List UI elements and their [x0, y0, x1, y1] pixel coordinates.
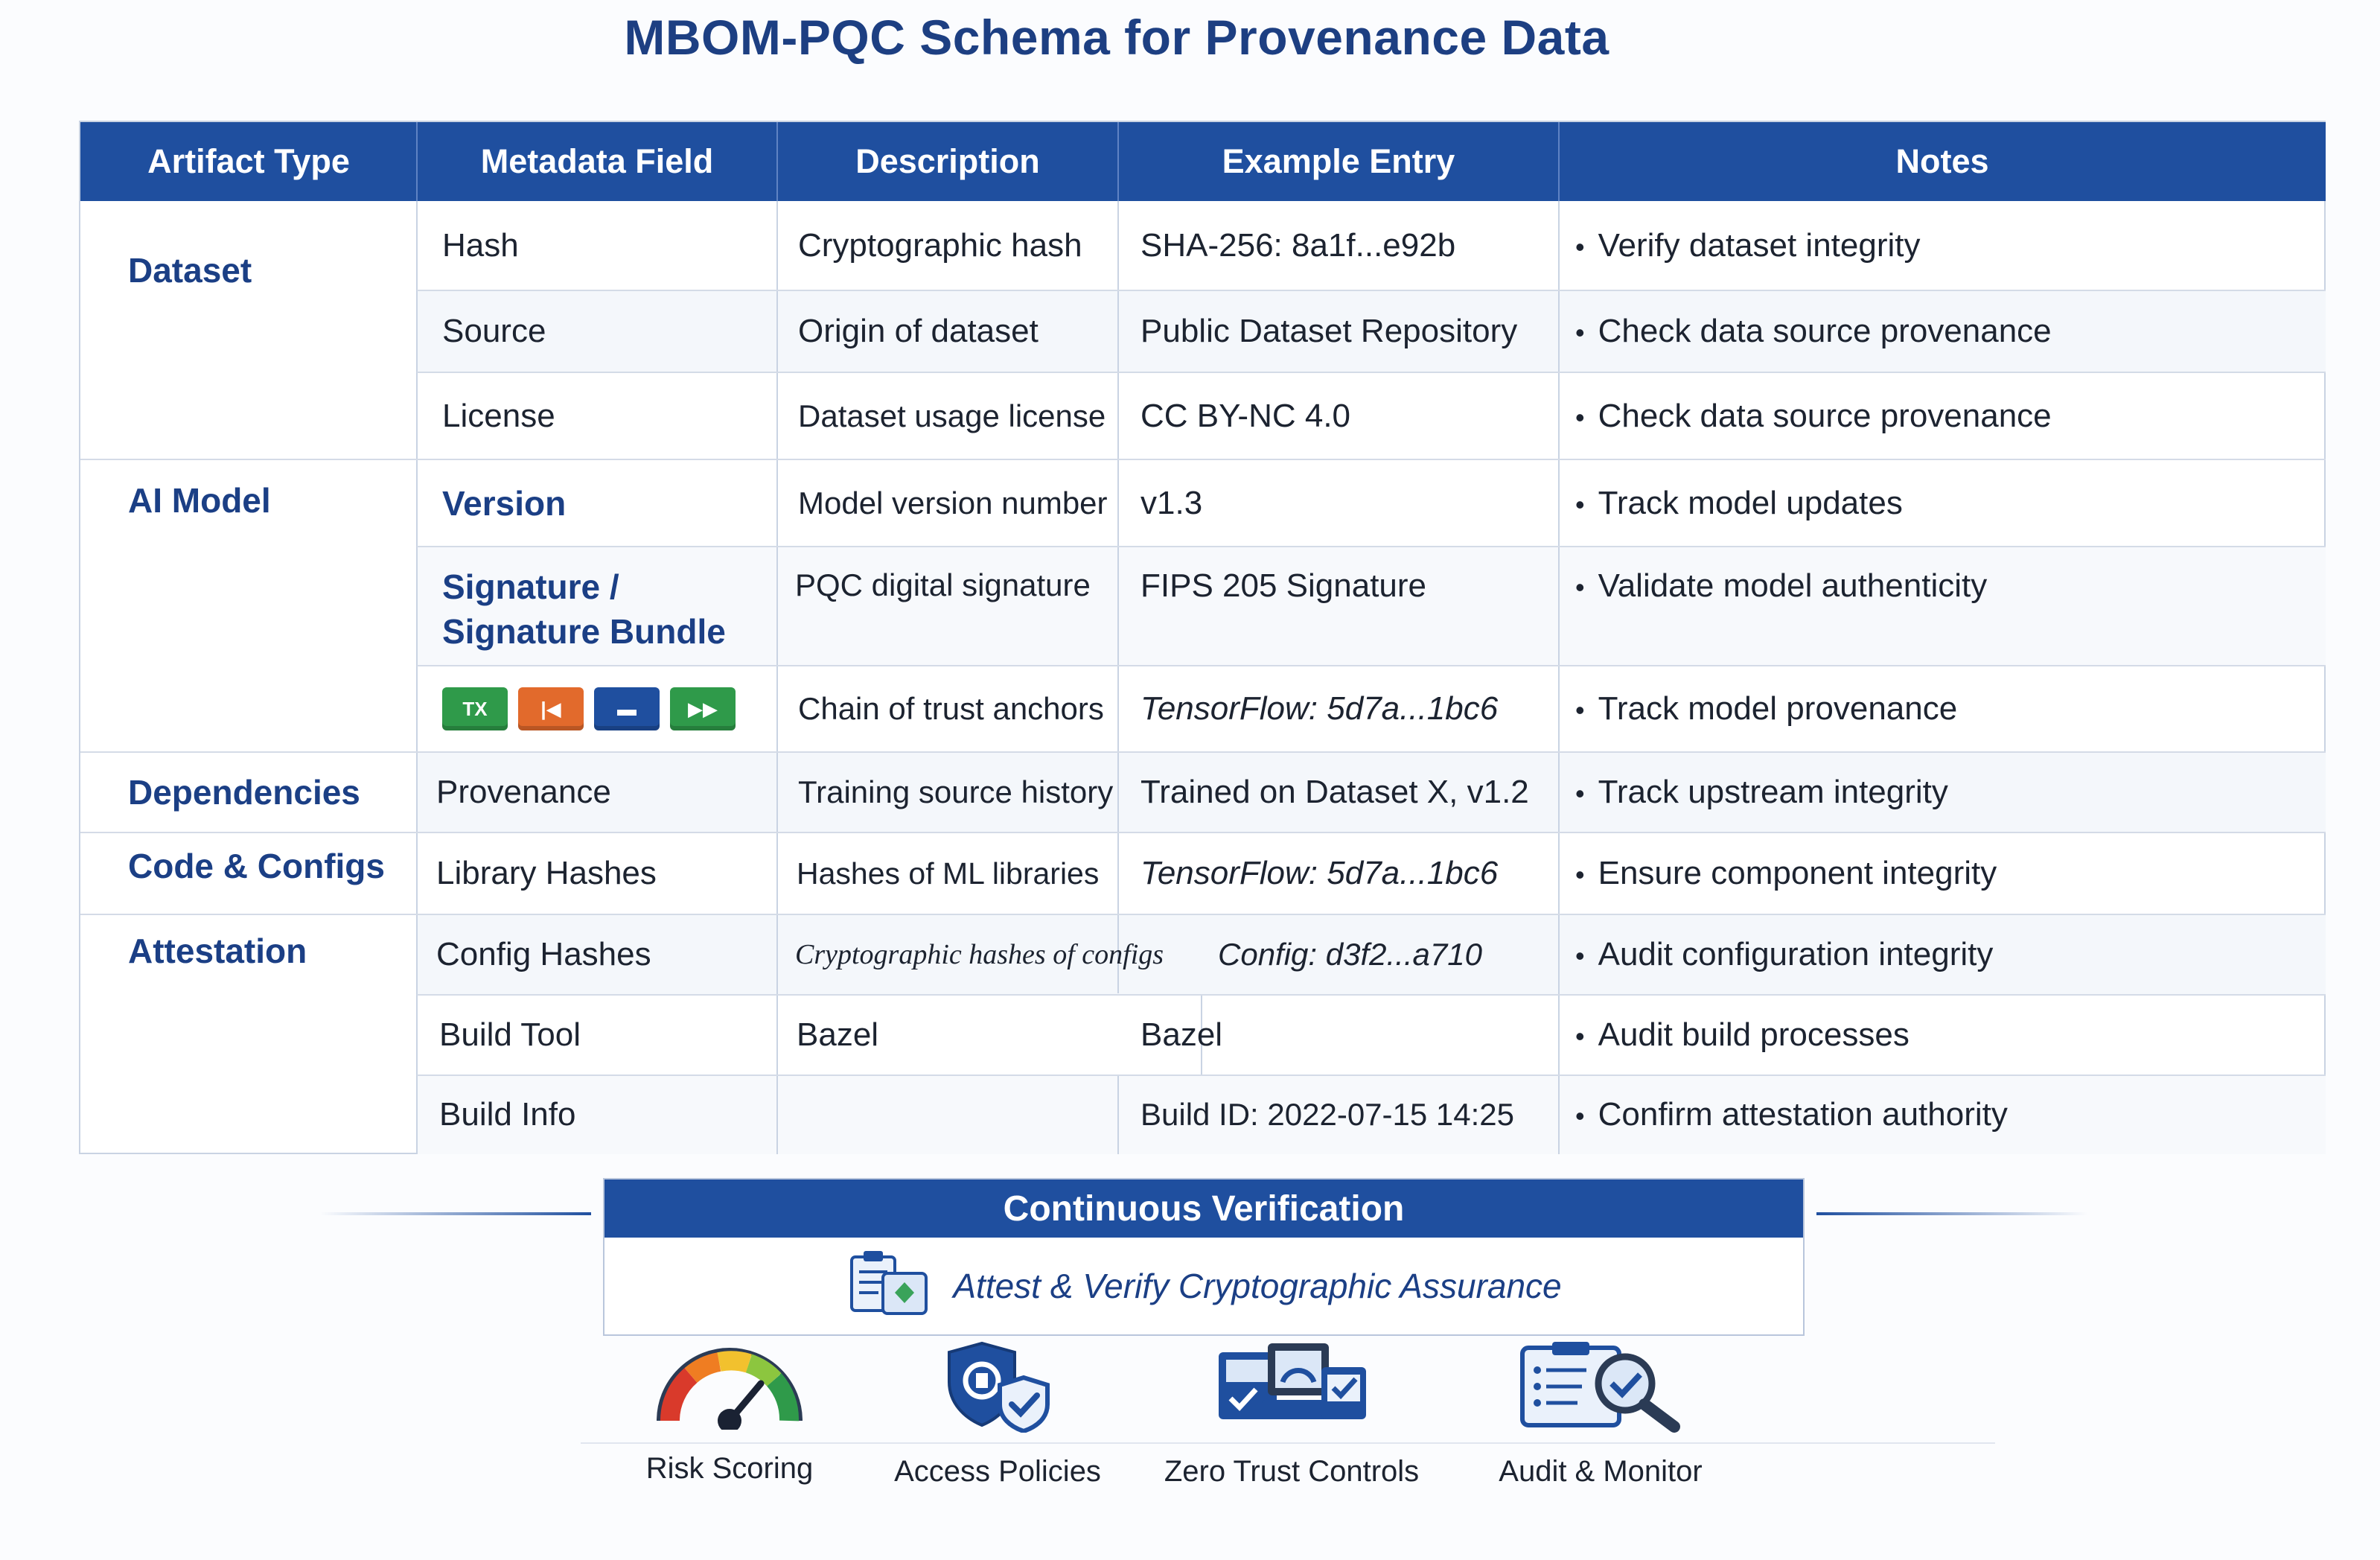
field-version: Version	[442, 483, 567, 523]
example-signature: FIPS 205 Signature	[1140, 567, 1427, 604]
field-signature-bundle: Signature / Signature Bundle	[442, 567, 726, 651]
feature-risk-scoring[interactable]	[588, 1340, 871, 1486]
left-connector-line	[320, 1212, 591, 1215]
note-config-hashes: • Audit configuration integrity	[1559, 914, 2326, 995]
desc-license: Dataset usage license	[798, 398, 1106, 433]
note-hash: • Verify dataset integrity	[1559, 201, 2326, 290]
chip-tx-icon[interactable]: TX	[442, 687, 508, 730]
feature-label: Risk Scoring	[645, 1452, 814, 1485]
field-provenance: Provenance	[436, 774, 611, 810]
header-notes: Notes	[1559, 122, 2326, 201]
note-signature: • Validate model authenticity	[1559, 547, 2326, 666]
header-example-entry: Example Entry	[1118, 122, 1559, 201]
clipboard-check-icon	[846, 1247, 935, 1326]
page-title: MBOM-PQC Schema for Provenance Data	[624, 10, 1609, 65]
note-build-tool: • Audit build processes	[1559, 995, 2326, 1075]
example-chain-of-trust: TensorFlow: 5d7a...1bc6	[1140, 690, 1499, 727]
desc-config-hashes: Cryptographic hashes of configs	[795, 939, 1164, 970]
chip-stop-icon[interactable]: ▬	[594, 687, 660, 730]
desc-signature: PQC digital signature	[795, 567, 1091, 602]
field-license: License	[442, 397, 555, 434]
clipboard-magnifier-icon	[1455, 1340, 1746, 1433]
field-build-tool: Build Tool	[439, 1016, 581, 1053]
desc-build-tool: Bazel	[797, 1016, 879, 1053]
field-config-hashes: Config Hashes	[436, 936, 651, 972]
example-license: CC BY-NC 4.0	[1140, 397, 1351, 434]
desc-provenance: Training source history	[798, 774, 1114, 809]
continuous-verification-panel	[603, 1178, 1805, 1336]
artifact-ai-model: AI Model	[128, 481, 271, 520]
note-source: • Check data source provenance	[1559, 290, 2326, 372]
note-build-info: • Confirm attestation authority	[1559, 1075, 2326, 1154]
example-build-tool: Bazel	[1140, 1016, 1223, 1053]
desc-library-hashes: Hashes of ML libraries	[797, 856, 1100, 891]
field-build-info: Build Info	[439, 1096, 576, 1133]
example-provenance: Trained on Dataset X, v1.2	[1140, 774, 1529, 810]
example-build-info: Build ID: 2022-07-15 14:25	[1140, 1097, 1515, 1132]
field-source: Source	[442, 313, 546, 349]
field-hash: Hash	[442, 227, 519, 264]
chip-fast-forward-icon[interactable]: ▶▶	[670, 687, 736, 730]
trust-chip-row	[417, 666, 777, 752]
feature-label: Zero Trust Controls	[1164, 1455, 1420, 1488]
feature-label: Access Policies	[894, 1455, 1101, 1488]
note-provenance: • Track upstream integrity	[1559, 752, 2326, 832]
desc-build-info	[777, 1075, 1118, 1154]
feature-access-policies[interactable]	[856, 1340, 1139, 1489]
example-hash: SHA-256: 8a1f...e92b	[1140, 227, 1456, 264]
note-version: • Track model updates	[1559, 459, 2326, 547]
example-config-hashes: Config: d3f2...a710	[1218, 937, 1482, 972]
artifact-attestation: Attestation	[128, 932, 307, 970]
header-metadata-field: Metadata Field	[417, 122, 777, 201]
example-library-hashes: TensorFlow: 5d7a...1bc6	[1140, 855, 1499, 891]
verification-subtitle: Attest & Verify Cryptographic Assurance	[953, 1267, 1562, 1305]
artifact-dependencies: Dependencies	[128, 773, 360, 812]
note-chain-of-trust: • Track model provenance	[1559, 666, 2326, 752]
verification-title: Continuous Verification	[604, 1179, 1803, 1238]
desc-source: Origin of dataset	[798, 313, 1039, 349]
desc-version: Model version number	[798, 485, 1108, 520]
desc-chain-of-trust: Chain of trust anchors	[798, 691, 1104, 726]
feature-zero-trust-controls[interactable]	[1146, 1340, 1437, 1489]
feature-label: Audit & Monitor	[1499, 1455, 1703, 1488]
feature-audit-monitor[interactable]	[1455, 1340, 1746, 1489]
chip-skip-back-icon[interactable]: |◀	[518, 687, 584, 730]
header-description: Description	[777, 122, 1118, 201]
desc-hash: Cryptographic hash	[798, 227, 1082, 264]
example-version: v1.3	[1140, 484, 1203, 521]
header-artifact-type: Artifact Type	[80, 122, 417, 201]
shield-check-icon	[856, 1340, 1139, 1433]
note-library-hashes: • Ensure component integrity	[1559, 832, 2326, 914]
gauge-icon	[588, 1340, 871, 1430]
monitors-check-icon	[1146, 1340, 1437, 1433]
field-library-hashes: Library Hashes	[436, 855, 657, 891]
schema-table	[79, 121, 2326, 1154]
note-license: • Check data source provenance	[1559, 372, 2326, 459]
example-source: Public Dataset Repository	[1140, 313, 1518, 349]
right-connector-line	[1816, 1212, 2087, 1215]
artifact-code-configs: Code & Configs	[128, 847, 385, 885]
artifact-dataset: Dataset	[128, 251, 252, 290]
